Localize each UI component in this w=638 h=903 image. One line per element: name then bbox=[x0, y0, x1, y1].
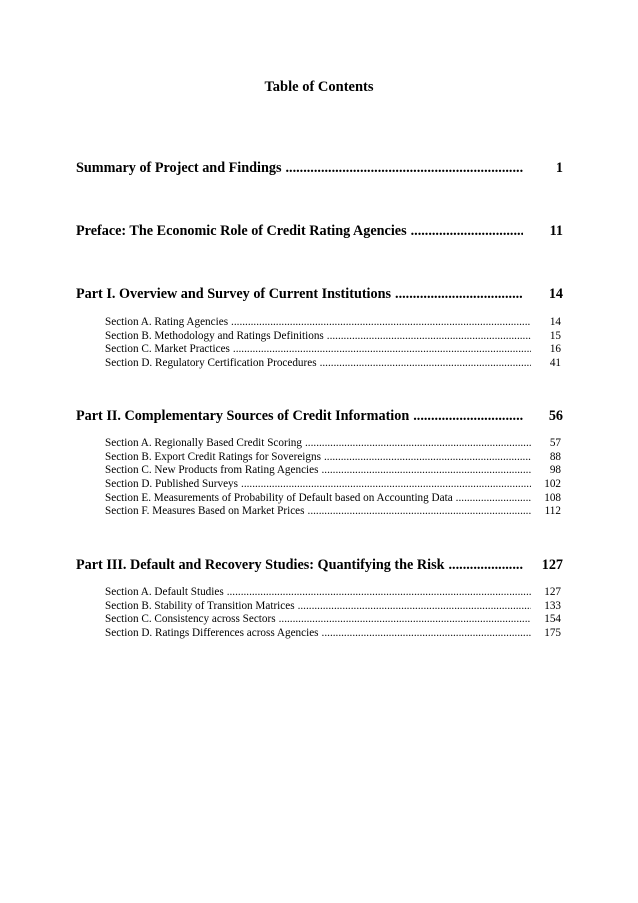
dot-leader bbox=[321, 464, 531, 478]
toc-page-number: 16 bbox=[549, 343, 561, 356]
dot-leader bbox=[227, 586, 531, 600]
toc-subentry-label: Section C. Market Practices bbox=[105, 343, 230, 356]
toc-page-number: 108 bbox=[544, 491, 561, 504]
toc-page-number: 88 bbox=[549, 450, 561, 463]
toc-page-number: 57 bbox=[549, 437, 561, 449]
toc-subentry-label: Section D. Ratings Differences across Agencies bbox=[105, 627, 319, 640]
toc-subentry[interactable] bbox=[105, 627, 561, 641]
toc-subentry-label: Section C. Consistency across Sectors bbox=[105, 613, 276, 626]
dot-leader bbox=[322, 627, 531, 641]
toc-subentry[interactable] bbox=[105, 357, 561, 371]
toc-entry-part-1[interactable] bbox=[76, 285, 563, 303]
toc-subentry-label: Section E. Measurements of Probability of Default based on Accounting Data bbox=[105, 491, 453, 504]
toc-subentry[interactable] bbox=[105, 478, 561, 492]
toc-subentry-label: Section D. Regulatory Certification Procedures bbox=[105, 357, 317, 370]
toc-entry-label: Summary of Project and Findings bbox=[76, 160, 282, 176]
toc-page-number: 154 bbox=[544, 613, 561, 626]
toc-subentry-label: Section A. Regionally Based Credit Scoring bbox=[105, 437, 302, 449]
toc-page-number: 11 bbox=[549, 223, 563, 239]
toc-sublist-part-2 bbox=[105, 437, 561, 519]
dot-leader bbox=[456, 492, 531, 506]
page-title: Table of Contents bbox=[264, 79, 374, 95]
toc-subentry-label: Section D. Published Surveys bbox=[105, 478, 239, 491]
toc-page-number: 15 bbox=[549, 329, 561, 342]
toc-page-number: 14 bbox=[549, 316, 561, 328]
toc-subentry[interactable] bbox=[105, 330, 561, 344]
toc-subentry[interactable] bbox=[105, 451, 561, 465]
toc-subentry-label: Section B. Export Credit Ratings for Sovereigns bbox=[105, 450, 321, 463]
toc-entry-label: Part II. Complementary Sources of Credit Information bbox=[76, 408, 410, 424]
dot-leader bbox=[327, 330, 531, 344]
toc-entry-label: Part I. Overview and Survey of Current Institutions bbox=[76, 286, 392, 302]
dot-leader bbox=[413, 407, 523, 425]
toc-subentry[interactable] bbox=[105, 586, 561, 600]
dot-leader bbox=[449, 556, 524, 574]
dot-leader bbox=[320, 357, 531, 371]
dot-leader bbox=[395, 285, 523, 303]
toc-page-number: 127 bbox=[541, 557, 563, 573]
toc-subentry[interactable] bbox=[105, 343, 561, 357]
toc-page-number: 112 bbox=[544, 505, 561, 518]
toc-subentry[interactable] bbox=[105, 437, 561, 451]
dot-leader bbox=[324, 451, 531, 465]
dot-leader bbox=[305, 437, 531, 451]
dot-leader bbox=[233, 343, 531, 357]
dot-leader bbox=[279, 613, 531, 627]
dot-leader bbox=[285, 159, 523, 177]
toc-entry-label: Preface: The Economic Role of Credit Rating Agencies bbox=[76, 223, 407, 239]
dot-leader bbox=[298, 600, 531, 614]
toc-subentry-label: Section A. Rating Agencies bbox=[105, 316, 229, 328]
toc-entry-part-3[interactable] bbox=[76, 556, 563, 574]
toc-sublist-part-1 bbox=[105, 316, 561, 371]
dot-leader bbox=[241, 478, 531, 492]
toc-page-number: 14 bbox=[548, 286, 563, 302]
toc-page-number: 102 bbox=[544, 478, 561, 491]
toc-entry-preface[interactable] bbox=[76, 222, 563, 240]
toc-subentry-label: Section F. Measures Based on Market Prices bbox=[105, 505, 305, 518]
toc-page-number: 98 bbox=[549, 464, 561, 477]
toc-subentry-label: Section B. Methodology and Ratings Definitions bbox=[105, 329, 324, 342]
toc-subentry[interactable] bbox=[105, 464, 561, 478]
toc-sublist-part-3 bbox=[105, 586, 561, 641]
toc-page-number: 127 bbox=[544, 586, 561, 598]
toc-subentry[interactable] bbox=[105, 613, 561, 627]
toc-subentry[interactable] bbox=[105, 492, 561, 506]
toc-subentry[interactable] bbox=[105, 316, 561, 330]
toc-subentry-label: Section B. Stability of Transition Matrices bbox=[105, 599, 295, 612]
dot-leader bbox=[308, 505, 531, 519]
dot-leader bbox=[231, 316, 531, 330]
toc-page-number: 133 bbox=[544, 599, 561, 612]
toc-page-number: 1 bbox=[555, 160, 563, 176]
toc-subentry-label: Section C. New Products from Rating Agencies bbox=[105, 464, 319, 477]
toc-subentry[interactable] bbox=[105, 600, 561, 614]
toc-entry-part-2[interactable] bbox=[76, 407, 563, 425]
dot-leader bbox=[411, 222, 523, 240]
toc-subentry[interactable] bbox=[105, 505, 561, 519]
toc-subentry-label: Section A. Default Studies bbox=[105, 586, 224, 598]
toc-page-number: 41 bbox=[549, 357, 561, 370]
toc-entry-summary[interactable] bbox=[76, 159, 563, 177]
toc-page-number: 56 bbox=[548, 408, 563, 424]
toc-page-number: 175 bbox=[544, 627, 561, 640]
toc-entry-label: Part III. Default and Recovery Studies: Quantifying the Risk bbox=[76, 557, 445, 573]
